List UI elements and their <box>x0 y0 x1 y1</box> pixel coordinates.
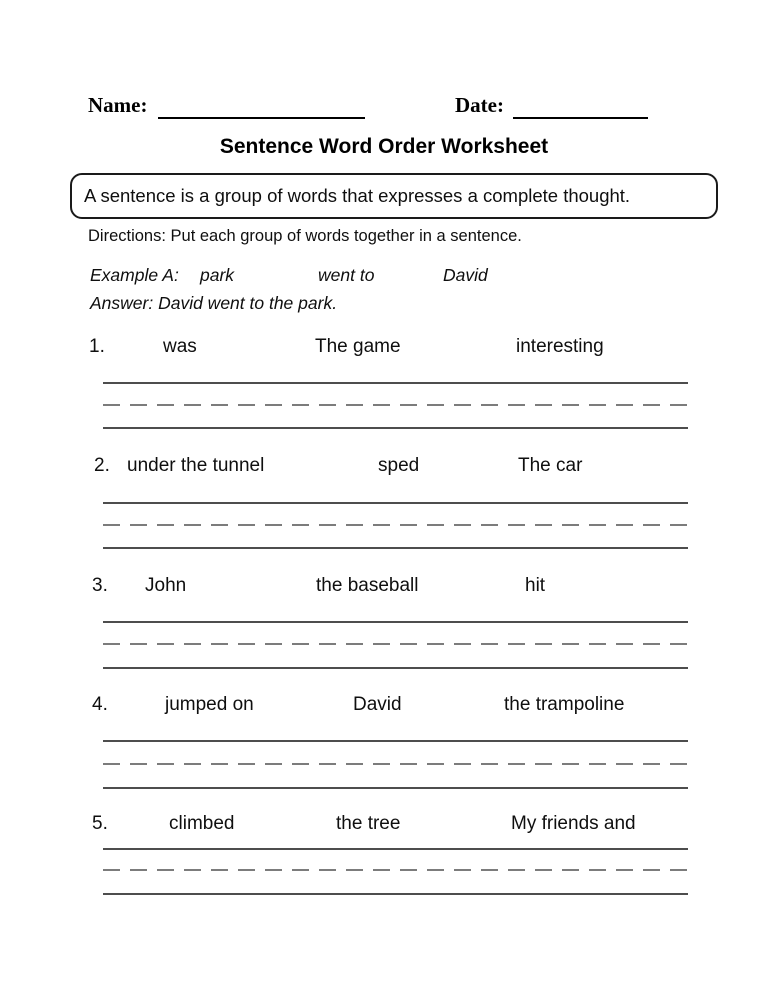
scrambled-word: David <box>353 694 402 715</box>
example-word: went to <box>318 265 375 285</box>
date-label: Date: <box>455 93 504 117</box>
answer-line-dashed <box>103 763 688 765</box>
example-label: Example A: <box>90 265 179 285</box>
definition-box <box>70 173 718 219</box>
answer-line-solid <box>103 667 688 669</box>
answer-line-dashed <box>103 869 688 871</box>
scrambled-word: John <box>145 575 187 596</box>
answer-line-solid <box>103 893 688 895</box>
answer-line-solid <box>103 427 688 429</box>
answer-line-solid <box>103 547 688 549</box>
answer-line-dashed <box>103 524 688 526</box>
answer-line-solid <box>103 787 688 789</box>
page-title: Sentence Word Order Worksheet <box>219 135 549 158</box>
scrambled-word: the trampoline <box>504 694 625 715</box>
item-number: 2. <box>94 455 110 476</box>
answer-line-solid <box>103 502 688 504</box>
scrambled-word: the baseball <box>316 575 419 596</box>
answer-line-solid <box>103 382 688 384</box>
scrambled-word: sped <box>378 455 420 476</box>
item-number: 5. <box>92 813 108 834</box>
scrambled-word: My friends and <box>511 813 636 834</box>
scrambled-word: was <box>163 336 197 357</box>
scrambled-word: The game <box>315 336 401 357</box>
item-number: 1. <box>89 336 105 357</box>
name-field[interactable] <box>158 97 365 119</box>
answer-line-dashed <box>103 643 688 645</box>
item-number: 4. <box>92 694 108 715</box>
example-word: David <box>443 265 488 285</box>
scrambled-word: jumped on <box>165 694 254 715</box>
answer-line-solid <box>103 848 688 850</box>
example-answer: Answer: David went to the park. <box>90 293 338 313</box>
answer-line-solid <box>103 740 688 742</box>
item-number: 3. <box>92 575 108 596</box>
directions-text: Directions: Put each group of words together in a sentence. <box>88 227 522 245</box>
answer-line-solid <box>103 621 688 623</box>
scrambled-word: climbed <box>169 813 235 834</box>
example-word: park <box>200 265 235 285</box>
scrambled-word: The car <box>518 455 583 476</box>
scrambled-word: the tree <box>336 813 401 834</box>
scrambled-word: under the tunnel <box>127 455 265 476</box>
scrambled-word: hit <box>525 575 546 596</box>
answer-line-dashed <box>103 404 688 406</box>
name-label: Name: <box>88 93 148 117</box>
definition-text: A sentence is a group of words that expresses a complete thought. <box>84 185 631 206</box>
scrambled-word: interesting <box>516 336 604 357</box>
date-field[interactable] <box>513 97 648 119</box>
